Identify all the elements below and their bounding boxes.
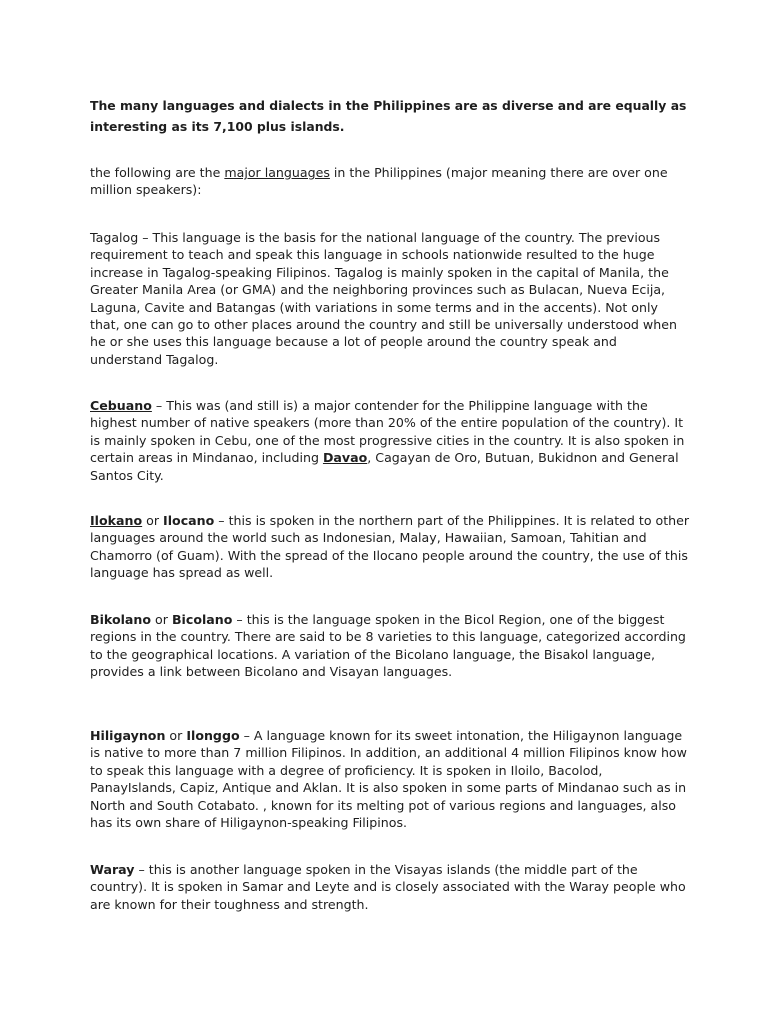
- bikolano-or: or: [151, 612, 172, 627]
- davao-link[interactable]: Davao: [322, 450, 368, 466]
- intro-text-after: in the Philippines (major meaning there are over one million speakers):: [90, 165, 668, 198]
- major-languages-link[interactable]: major languages: [224, 165, 330, 180]
- waray-term: Waray: [90, 862, 135, 877]
- bikolano-term: Bikolano: [90, 612, 152, 627]
- cebuano-text-1: – This was (and still is) a major contender for the Philippine language with the highest number of native speakers (more than 20% of the entire population of the country). It is mainly spoken in Cebu, one of the most progressive cities in the country. It is also spoken in certain areas in Mindanao, including: [90, 398, 685, 466]
- cebuano-link[interactable]: Cebuano: [90, 398, 152, 413]
- waray-text: – this is another language spoken in the Visayas islands (the middle part of the country). It is spoken in Samar and Leyte and is closely associated with the Waray people who are known for their toughness and strength.: [90, 862, 686, 912]
- hiligaynon-or: or: [165, 728, 187, 743]
- cebuano-paragraph: [90, 397, 690, 484]
- ilokano-paragraph: [90, 512, 690, 582]
- ilokano-or: or: [142, 513, 164, 528]
- waray-paragraph: [90, 861, 690, 913]
- ilokano-link[interactable]: Ilokano: [90, 513, 143, 528]
- hiligaynon-term: Hiligaynon: [90, 728, 166, 743]
- intro-text-before: the following are the: [90, 165, 225, 180]
- intro-title: The many languages and dialects in the Philippines are as diverse and are equally as interesting as its 7,100 plus islands.: [90, 98, 687, 134]
- ilokano-text: – this is spoken in the northern part of the Philippines. It is related to other languages around the world such as Indonesian, Malay, Hawaiian, Samoan, Tahitian and Chamorro (of Guam). With the spread of the Ilocano people around the country, the use of this language has spread as well.: [90, 513, 690, 581]
- ilocano-term: Ilocano: [163, 513, 215, 528]
- bikolano-paragraph: [90, 611, 690, 681]
- bicolano-term: Bicolano: [171, 612, 233, 627]
- hiligaynon-paragraph: [90, 727, 690, 831]
- intro-paragraph: [90, 164, 690, 199]
- ilonggo-term: Ilonggo: [186, 728, 240, 743]
- tagalog-paragraph: Tagalog – This language is the basis for the national language of the country. The previous requirement to teach and speak this language in schools nationwide resulted to the huge increase in Tagalog-speaking Filipinos. Tagalog is mainly spoken in the capital of Manila, the Greater Manila Area (or GMA) and the neighboring provinces such as Bulacan, Nueva Ecija, Laguna, Cavite and Batangas (with variations in some terms and in the accents). Not only that, one can go to other places around the country and still be universally understood when he or she uses this language because a lot of people around the country speak and understand Tagalog.: [90, 230, 677, 367]
- bikolano-text: – this is the language spoken in the Bicol Region, one of the biggest regions in the country. There are said to be 8 varieties to this language, categorized according to the geographical locations. A variation of the Bicolano language, the Bisakol language, provides a link between Bicolano and Visayan languages.: [90, 612, 686, 680]
- cebuano-text-2: , Cagayan de Oro, Butuan, Bukidnon and General Santos City.: [90, 450, 679, 483]
- hiligaynon-text: – A language known for its sweet intonation, the Hiligaynon language is native to more than 7 million Filipinos. In addition, an additional 4 million Filipinos know how to speak this language with a degree of proficiency. It is spoken in Iloilo, Bacolod, PanayIslands, Capiz, Antique and Aklan. It is also spoken in some parts of Mindanao such as in North and South Cotabato. , known for its melting pot of various regions and languages, also has its own share of Hiligaynon-speaking Filipinos.: [90, 728, 687, 831]
